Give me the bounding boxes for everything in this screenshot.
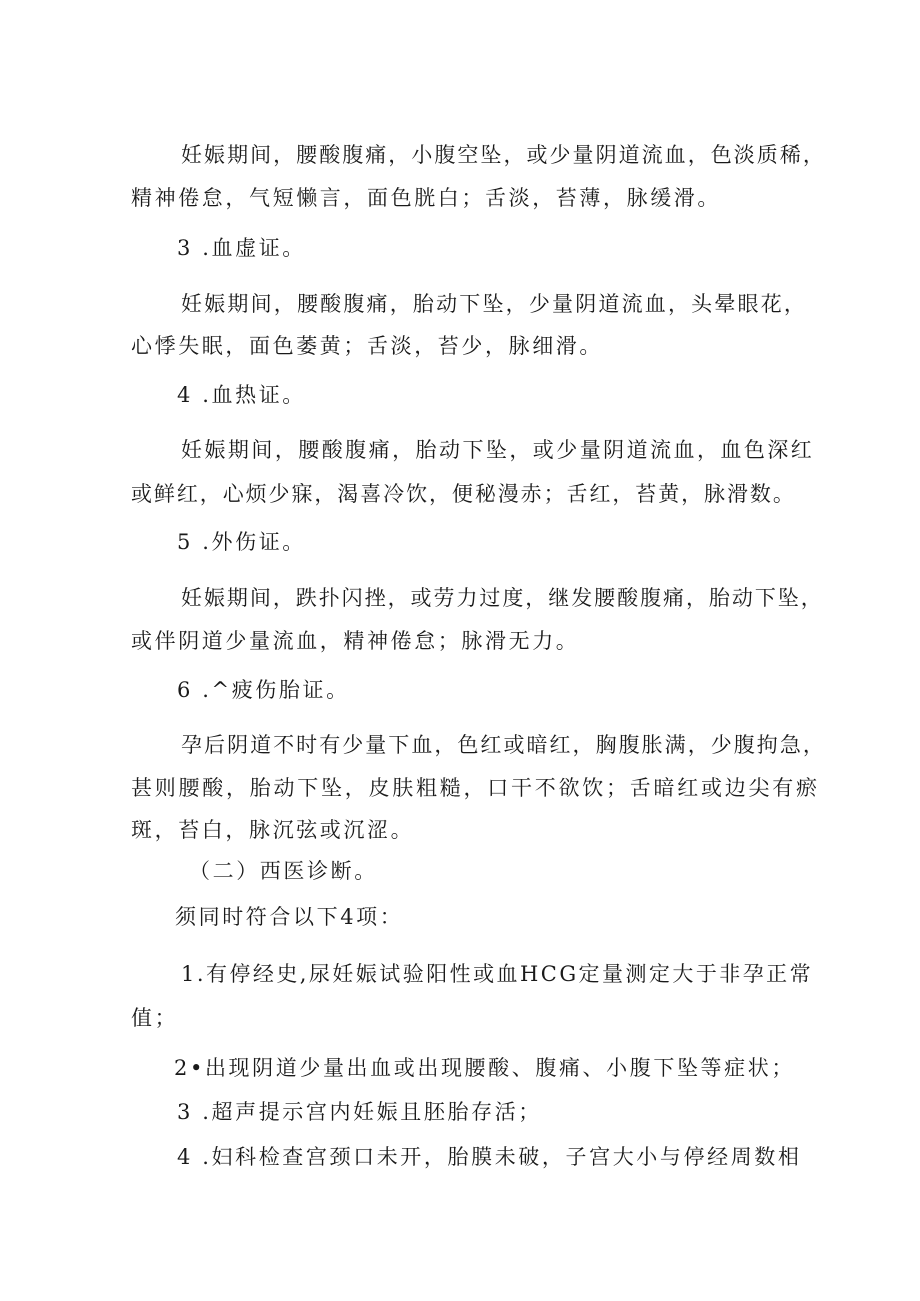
paragraph-line: 妊 娠 期 间 ， 腰 酸 腹 痛 ， 胎 动 下 坠 ， 少 量 阴 道 流 血 ， 头 晕 眼 花 ， bbox=[181, 292, 805, 316]
paragraph-line: 孕 后 阴 道 不 时 有 少 量 下 血 ， 色 红 或 暗 红 ， 胸 腹 胀 满 ， 少 腹 拘 急 ， bbox=[181, 733, 824, 757]
paragraph-line: 甚 则 腰 酸 ， 胎 动 下 坠 ， 皮 肤 粗 糙 ， 口 干 不 欲 饮 ； 舌 暗 红 或 边 尖 有 瘀 bbox=[131, 776, 817, 800]
paragraph-line: 或伴阴道少量流血，精神倦怠；脉滑无力。 bbox=[131, 629, 580, 653]
section-heading: 6 .^疲伤胎证。 bbox=[177, 678, 350, 702]
paragraph-line: 妊 娠 期 间 ， 腰 酸 腹 痛 ， 胎 动 下 坠 ， 或 少 量 阴 道 流 血 ， 血 色 深 红 bbox=[181, 438, 812, 462]
paragraph-line: 妊 娠 期 间 ， 跌 扑 闪 挫 ， 或 劳 力 过 度 ， 继 发 腰 酸 腹 痛 ， 胎 动 下 坠 ， bbox=[181, 586, 822, 610]
paragraph-line: 心悸失眠，面色萎黄；舌淡，苔少，脉细滑。 bbox=[131, 334, 603, 358]
paragraph-line: 须同时符合以下4项： bbox=[175, 905, 404, 929]
paragraph-line: 斑，苔白，脉沉弦或沉涩。 bbox=[131, 818, 415, 842]
section-heading: （二）西医诊断。 bbox=[189, 859, 378, 883]
list-item: 1 . 有 停 经 史 , 尿 妊 娠 试 验 阳 性 或 血 H C G 定 量 测 定 大 于 非 孕 正 常 bbox=[181, 962, 811, 986]
section-heading: 4 .血热证。 bbox=[177, 383, 306, 407]
section-heading: 3 .血虚证。 bbox=[177, 236, 306, 260]
paragraph-line: 妊 娠 期 间 ， 腰 酸 腹 痛 ， 小 腹 空 坠 ， 或 少 量 阴 道 流 血 ， 色 淡 质 稀 ， bbox=[181, 143, 824, 167]
list-item: 4 .妇科检查宫颈口未开，胎膜未破，子宫大小与停经周数相 bbox=[177, 1145, 802, 1169]
list-item: 2•出现阴道少量出血或出现腰酸、腹痛、小腹下坠等症状； bbox=[174, 1056, 795, 1080]
section-heading: 5 .外伤证。 bbox=[177, 530, 306, 554]
paragraph-line: 精神倦怠，气短懒言，面色胱白；舌淡，苔薄，脉缓滑。 bbox=[131, 186, 721, 210]
list-item-continuation: 值； bbox=[131, 1006, 179, 1030]
list-item: 3 .超声提示宫内妊娠且胚胎存活； bbox=[177, 1100, 542, 1124]
paragraph-line: 或 鲜 红 ， 心 烦 少 寐 ， 渴 喜 冷 饮 ， 便 秘 漫 赤 ； 舌 红 ， 苔 黄 ， 脉 滑 数 。 bbox=[131, 482, 794, 506]
